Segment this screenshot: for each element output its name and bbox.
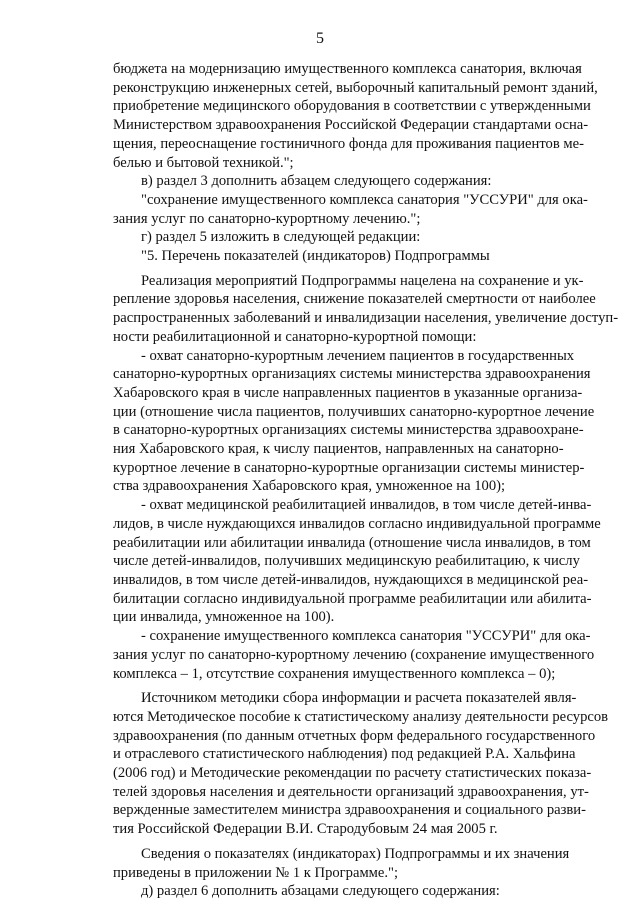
text-line: лидов, в числе нуждающихся инвалидов согласно индивидуальной программе [113,515,601,532]
paragraph [113,496,601,627]
text-line: бюджета на модернизацию имущественного комплекса санатория, включая [113,61,582,77]
text-line: приведены в приложении № 1 к Программе."; [113,864,399,881]
text-line: курортное лечение в санаторно-курортные организации системы министер- [113,459,585,476]
text-line: инвалидов, в том числе детей-инвалидов, нуждающихся в медицинской реа- [113,571,589,588]
text-line: в санаторно-курортных организациях системы министерства здравоохране- [113,422,584,439]
paragraph [113,845,570,882]
text-line: Источником методики сбора информации и расчета показателей явля- [141,690,577,707]
text-line: - охват медицинской реабилитацией инвалидов, в том числе детей-инва- [141,497,592,514]
paragraph [113,627,595,683]
text-line: Сведения о показателях (индикаторах) Подпрограммы и их значения [141,845,570,862]
text-line: Хабаровского края в числе направленных пациентов в указанные организа- [113,384,583,401]
text-line: санаторно-курортных организациях системы министерства здравоохранения [113,366,591,383]
text-line: - охват санаторно-курортным лечением пациентов в государственных [141,347,575,364]
text-line: билитации согласно индивидуальной программе реабилитации или абилита- [113,590,592,607]
text-line: ния Хабаровского края, к числу пациентов, направленных на санаторно- [113,441,564,458]
text-line: здравоохранения (по данным отчетных форм федерального государственного [113,727,596,744]
text-line: репление здоровья населения, снижение показателей смертности от наиболее [113,291,596,308]
paragraph [113,247,517,266]
text-line: телей здоровья населения и деятельности организаций здравоохранения, ут- [113,783,589,800]
text-line: д) раздел 6 дополнить абзацами следующего содержания: [141,883,500,900]
text-line: "сохранение имущественного комплекса санатория "УССУРИ" для ока- [141,191,588,208]
text-line: - сохранение имущественного комплекса санатория "УССУРИ" для ока- [141,628,591,645]
paragraph [113,172,517,191]
text-line: приобретение медицинского оборудования в соответствии с утвержденными [113,98,591,115]
paragraph [113,882,517,901]
text-line: "5. Перечень показателей (индикаторов) Подпрограммы [141,248,490,265]
document-body [113,60,619,901]
text-line: ются Методическое пособие к статистическому анализу деятельности ресурсов [113,708,609,725]
paragraph [113,689,609,839]
text-line: тия Российской Федерации В.И. Стародубовым 24 мая 2005 г. [113,821,498,838]
text-line: и отраслевого статистического наблюдения) под редакцией Р.А. Хальфина [113,746,576,763]
paragraph [113,272,619,347]
text-line: (2006 год) и Методические рекомендации по расчету статистических показа- [113,765,592,782]
text-line: числе детей-инвалидов, получивших медицинскую реабилитацию, к числу [113,553,580,570]
text-line: ства здравоохранения Хабаровского края, умноженное на 100); [113,478,506,495]
text-line: в) раздел 3 дополнить абзацем следующего содержания: [141,173,492,190]
text-line: ции (отношение числа пациентов, получивших санаторно-курортное лечение [113,403,595,420]
paragraph [113,228,517,247]
text-line: ции инвалида, умноженное на 100). [113,609,335,626]
text-line: распространенных заболеваний и инвалидизации населения, увеличение доступ- [113,310,619,327]
text-line: белью и бытовой техникой."; [113,154,294,171]
text-line: Министерством здравоохранения Российской Федерации стандартами осна- [113,117,589,134]
text-line: комплекса – 1, отсутствие сохранения имущественного комплекса – 0); [113,665,556,682]
text-line: вержденные заместителем министра здравоохранения и социального разви- [113,802,586,819]
page-number: 5 [316,30,324,47]
text-line: Реализация мероприятий Подпрограммы нацелена на сохранение и ук- [141,272,584,289]
text-line: ности реабилитационной и санаторно-курортной помощи: [113,328,477,345]
text-line: зания услуг по санаторно-курортному лечению (сохранение имущественного [113,646,595,663]
text-line: г) раздел 5 изложить в следующей редакции: [141,229,421,246]
paragraph [113,60,598,172]
text-line: реабилитации или абилитации инвалида (отношение числа инвалидов, в том [113,534,591,551]
text-line: зания услуг по санаторно-курортному лечению."; [113,210,421,227]
text-line: реконструкцию инженерных сетей, выборочный капитальный ремонт зданий, [113,79,598,96]
text-line: щения, переоснащение гостиничного фонда для проживания пациентов ме- [113,135,584,152]
paragraph [113,191,588,228]
paragraph [113,347,595,497]
